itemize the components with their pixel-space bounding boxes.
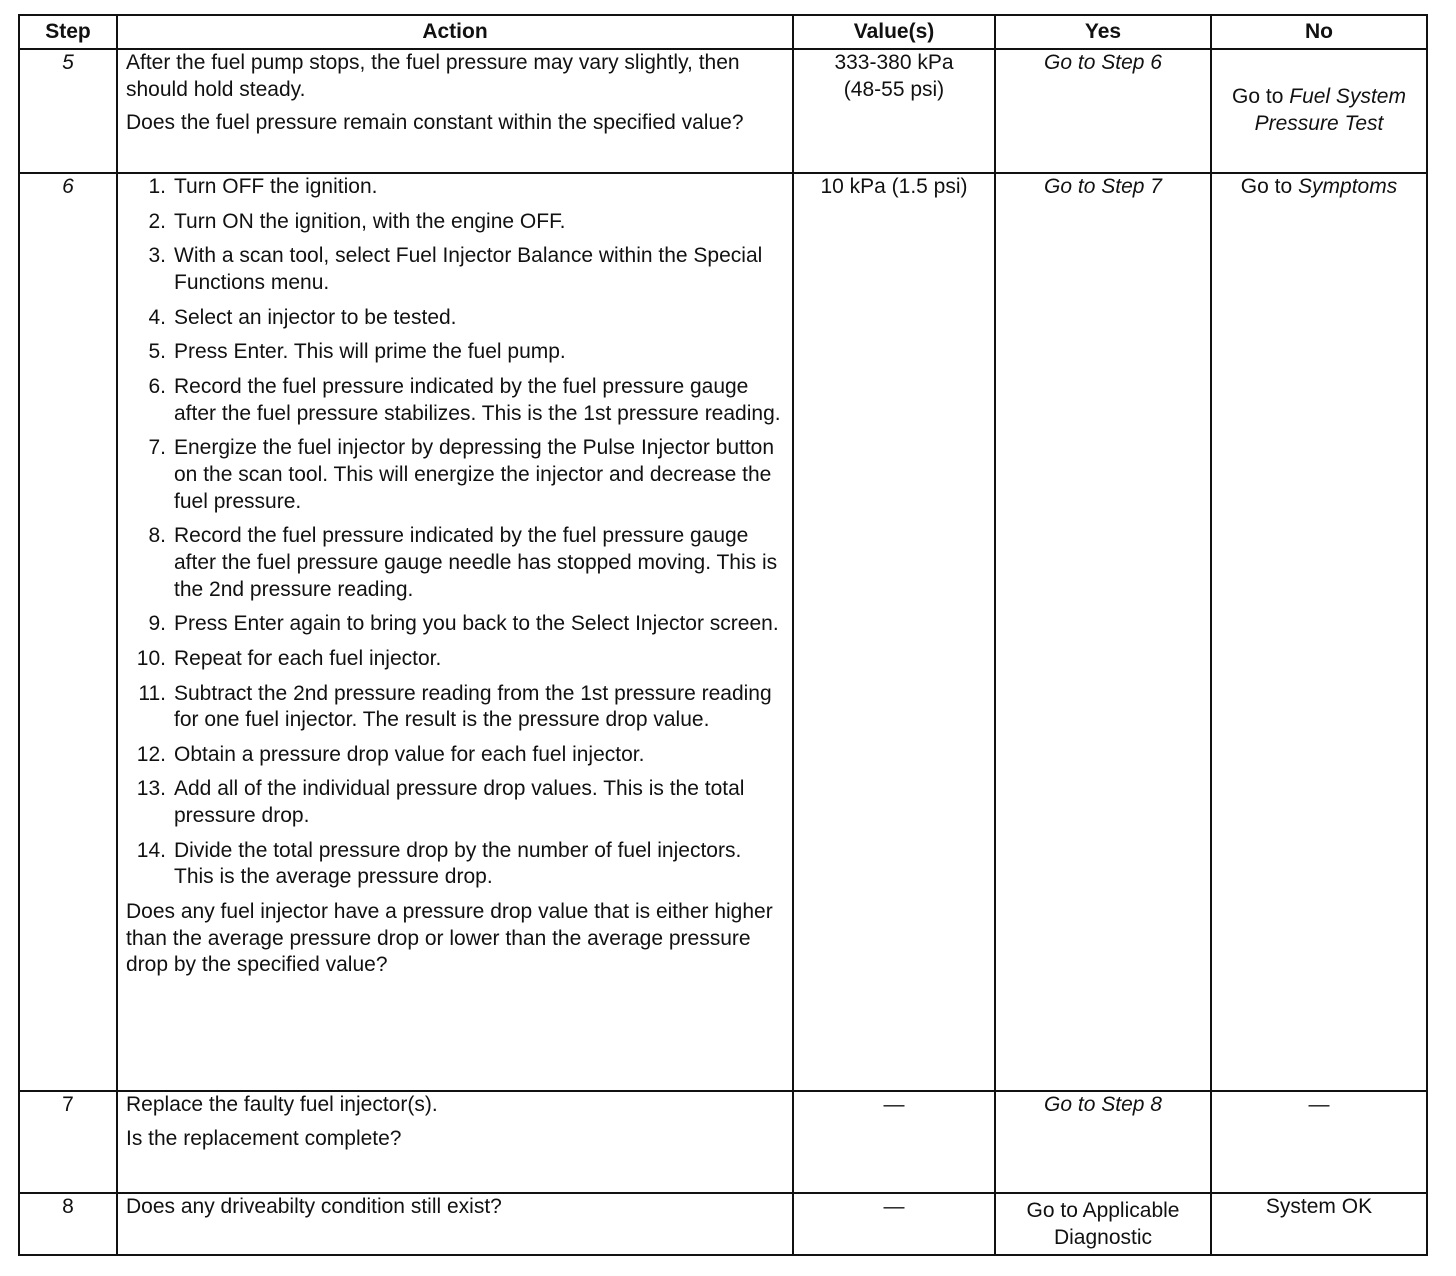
procedure-item-text: Select an injector to be tested.: [174, 305, 457, 329]
procedure-list: [126, 174, 784, 891]
yes-cell: Go to Applicable Diagnostic: [995, 1193, 1211, 1255]
value-cell: [793, 49, 995, 173]
procedure-item-text: Add all of the individual pressure drop values. This is the total pressure drop.: [174, 777, 745, 828]
header-yes: Yes: [995, 15, 1211, 49]
procedure-item-text: Divide the total pressure drop by the number of fuel injectors. This is the average pressure drop.: [174, 838, 742, 889]
action-question: Does any driveabilty condition still exist?: [126, 1195, 502, 1218]
action-text: Replace the faulty fuel injector(s).: [126, 1093, 438, 1116]
no-cell: System OK: [1211, 1193, 1427, 1255]
procedure-item-text: Turn OFF the ignition.: [174, 175, 378, 198]
step-number: 7: [19, 1091, 117, 1193]
value-kpa: 333-380 kPa: [834, 51, 954, 74]
procedure-item-text: Obtain a pressure drop value for each fuel injector.: [174, 742, 645, 766]
table-row-step-8: [19, 1193, 1427, 1255]
procedure-item-number: 1.: [148, 175, 166, 198]
procedure-item-number: 3.: [148, 244, 166, 268]
procedure-item-number: 6.: [148, 374, 166, 398]
value-cell: —: [793, 1193, 995, 1255]
procedure-item-number: 7.: [148, 436, 166, 460]
value-cell: —: [793, 1091, 995, 1193]
no-link: Symptoms: [1298, 175, 1398, 198]
step-number: 6: [19, 173, 117, 1091]
procedure-item-number: 11.: [138, 681, 166, 705]
procedure-item-text: Energize the fuel injector by depressing the Pulse Injector button on the scan tool. This will energize the injector and decrease the fuel pressure.: [174, 436, 775, 513]
procedure-item: [126, 611, 784, 638]
header-step: Step: [19, 15, 117, 49]
procedure-item: [126, 646, 784, 673]
no-cell: [1211, 49, 1427, 173]
procedure-item: [126, 339, 784, 366]
procedure-item-number: 5.: [148, 340, 166, 364]
procedure-item-number: 10.: [136, 646, 166, 670]
action-question: Does any fuel injector have a pressure drop value that is either higher than the average pressure drop or lower than the average pressure drop by the specified value?: [126, 900, 773, 977]
procedure-item: [126, 838, 784, 891]
no-prefix: Go to: [1232, 85, 1284, 109]
no-link: Fuel System Pressure Test: [1254, 85, 1406, 135]
diagnostic-table: [18, 14, 1428, 1256]
procedure-item-text: Turn ON the ignition, with the engine OFF.: [174, 209, 566, 233]
yes-cell: Go to Step 7: [995, 173, 1211, 1091]
yes-cell: Go to Step 8: [995, 1091, 1211, 1193]
procedure-item: [126, 174, 784, 201]
procedure-item-number: 12.: [136, 742, 166, 766]
action-cell: [117, 49, 793, 173]
procedure-item: [126, 681, 784, 734]
header-row: [19, 15, 1427, 49]
table-row-step-7: [19, 1091, 1427, 1193]
table-row-step-6: [19, 173, 1427, 1091]
yes-cell: Go to Step 6: [995, 49, 1211, 173]
header-no: No: [1211, 15, 1427, 49]
procedure-item-number: 9.: [148, 612, 166, 636]
procedure-item: [126, 742, 784, 769]
value-cell: 10 kPa (1.5 psi): [793, 173, 995, 1091]
procedure-item-text: With a scan tool, select Fuel Injector Balance within the Special Functions menu.: [174, 244, 763, 294]
step-number: 5: [19, 49, 117, 173]
procedure-item-number: 4.: [148, 305, 166, 329]
procedure-item: [126, 435, 784, 515]
procedure-item-text: Record the fuel pressure indicated by the fuel pressure gauge after the fuel pressure gauge needle has stopped moving. This is the 2nd pressure reading.: [174, 524, 778, 601]
procedure-item-number: 13.: [136, 777, 166, 801]
value-psi: (48-55 psi): [843, 77, 945, 101]
action-text: After the fuel pump stops, the fuel pressure may vary slightly, then should hold steady.: [126, 51, 740, 101]
action-cell: [117, 173, 793, 1091]
header-values: Value(s): [793, 15, 995, 49]
header-action: Action: [117, 15, 793, 49]
procedure-item-number: 8.: [148, 524, 166, 548]
procedure-item-text: Press Enter again to bring you back to the Select Injector screen.: [174, 612, 779, 636]
procedure-item: [126, 209, 784, 236]
no-cell: —: [1211, 1091, 1427, 1193]
table-row-step-5: [19, 49, 1427, 173]
procedure-item: [126, 374, 784, 427]
procedure-item: [126, 523, 784, 603]
step-number: 8: [19, 1193, 117, 1255]
procedure-item-text: Subtract the 2nd pressure reading from the 1st pressure reading for one fuel injector. The result is the pressure drop value.: [174, 681, 772, 732]
procedure-item-text: Record the fuel pressure indicated by the fuel pressure gauge after the fuel pressure stabilizes. This is the 1st pressure reading.: [174, 374, 781, 425]
procedure-item-text: Repeat for each fuel injector.: [174, 646, 442, 670]
action-question: Is the replacement complete?: [126, 1126, 402, 1150]
no-prefix: Go to: [1240, 175, 1293, 198]
procedure-item-number: 14.: [136, 838, 166, 862]
procedure-item: [126, 776, 784, 829]
action-question: Does the fuel pressure remain constant within the specified value?: [126, 111, 744, 135]
procedure-item-number: 2.: [148, 209, 166, 233]
procedure-item: [126, 305, 784, 332]
procedure-item-text: Press Enter. This will prime the fuel pump.: [174, 340, 566, 364]
action-cell: [117, 1193, 793, 1255]
no-cell: [1211, 173, 1427, 1091]
procedure-item: [126, 243, 784, 296]
action-cell: [117, 1091, 793, 1193]
